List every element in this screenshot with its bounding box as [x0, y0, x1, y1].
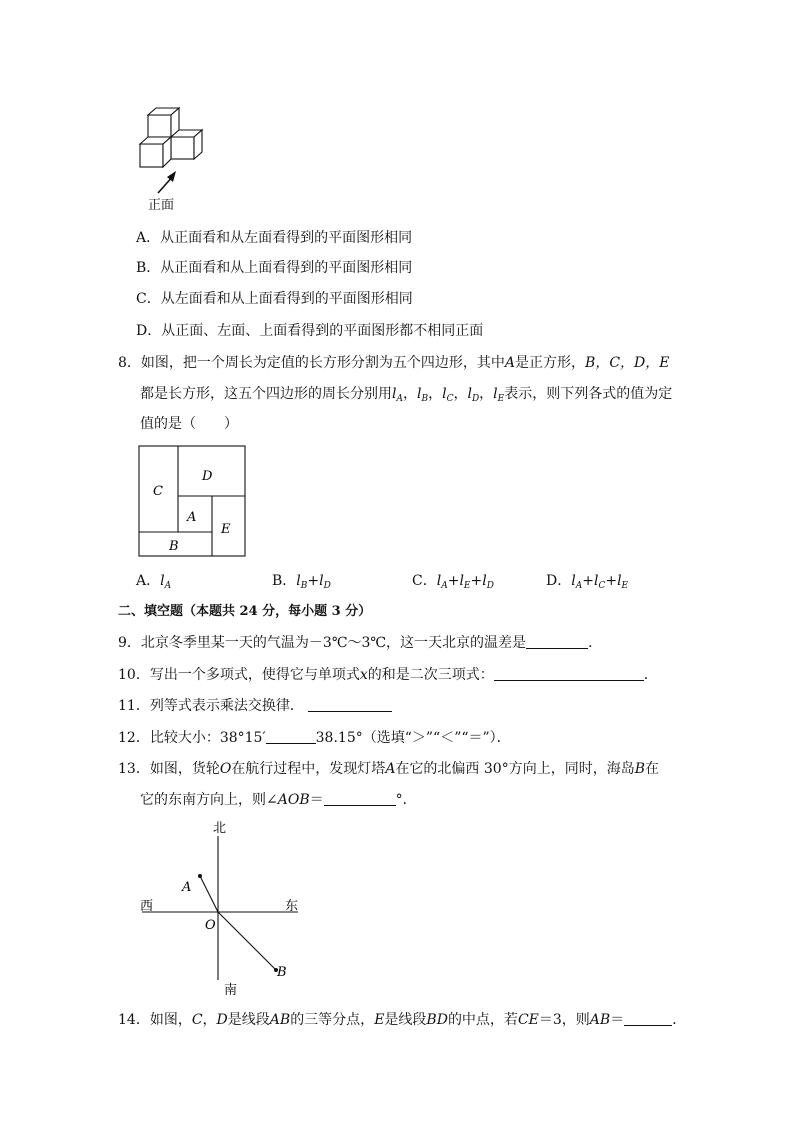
- label-east: 东: [285, 899, 299, 914]
- point-a: [198, 874, 202, 878]
- q9-answer-blank[interactable]: [526, 634, 588, 649]
- cube-top-front: [148, 115, 171, 137]
- section-title: 二、填空题（本题共 24 分，每小题 3 分）: [118, 604, 372, 619]
- label-b: B: [169, 539, 179, 554]
- q7-option-a[interactable]: A．从正面看和从左面看得到的平面图形相同: [136, 230, 413, 246]
- q9: 9．北京冬季里某一天的气温为－3℃～3℃，这一天北京的温差是 ．: [118, 635, 603, 651]
- label-d: D: [202, 469, 213, 484]
- q7-figure-label: 正面: [148, 198, 175, 213]
- q12-answer-blank[interactable]: [266, 729, 316, 744]
- q8-rectangle-figure: [136, 443, 250, 561]
- q14-answer-blank[interactable]: [624, 1011, 672, 1026]
- q8-option-d[interactable]: D．$l_A+l_C+l_E$: [546, 573, 629, 591]
- q7-option-c[interactable]: C．从左面看和从上面看得到的平面图形相同: [136, 291, 413, 307]
- label-o: O: [205, 918, 216, 933]
- q13-compass-figure: [136, 814, 306, 998]
- q10-answer-blank[interactable]: [494, 666, 644, 681]
- q11: 11．列等式表示乘法交换律．: [118, 697, 392, 715]
- q13-line2: 它的东南方向上，则∠AOB＝ °．: [140, 792, 417, 808]
- q14: 14．如图，C，D是线段AB的三等分点，E是线段BD的中点，若CE＝3，则AB＝ ．: [118, 1012, 687, 1028]
- q13-answer-blank[interactable]: [324, 791, 396, 806]
- q8-option-b[interactable]: B．$l_B+l_D$: [272, 573, 331, 591]
- cube-left-front: [140, 144, 163, 167]
- q8-line1: 8．如图，把一个周长为定值的长方形分割为五个四边形，其中A是正方形，B，C，D，E: [118, 355, 670, 371]
- q12: 12．比较大小：38°15′ 38.15°（选填“＞”“＜”“＝”）．: [118, 730, 511, 746]
- label-c: C: [153, 484, 163, 499]
- label-north: 北: [213, 821, 227, 836]
- label-e: E: [221, 522, 231, 537]
- q10: 10．写出一个多项式，使得它与单项式x的和是二次三项式： ．: [118, 667, 658, 683]
- q13-line1: 13．如图，货轮O在航行过程中，发现灯塔A在它的北偏西 30°方向上，同时，海岛B在: [118, 761, 659, 777]
- q7-cube-figure: [130, 100, 220, 218]
- label-a: A: [182, 880, 192, 895]
- label-south: 南: [224, 983, 238, 998]
- q7-option-d[interactable]: D．从正面、左面、上面看得到的平面图形都不相同正面: [136, 323, 484, 339]
- q8-option-c[interactable]: C．$l_A+l_E+l_D$: [412, 573, 494, 591]
- label-a: A: [187, 510, 197, 525]
- label-b: B: [277, 965, 287, 980]
- q8-line3: 值的是（ ）: [140, 416, 238, 432]
- cube-right-front: [171, 137, 194, 159]
- q8-option-a[interactable]: A．$l_A$: [136, 573, 172, 591]
- q7-option-b[interactable]: B．从正面看和从上面看得到的平面图形相同: [136, 260, 413, 276]
- q8-line2: 都是长方形，这五个四边形的周长分别用$l_A$，$l_B$，$l_C$，$l_D$，$l_E$表示，则下列各式的值为定: [140, 386, 673, 404]
- q11-answer-blank[interactable]: [308, 697, 392, 712]
- label-west: 西: [140, 899, 154, 914]
